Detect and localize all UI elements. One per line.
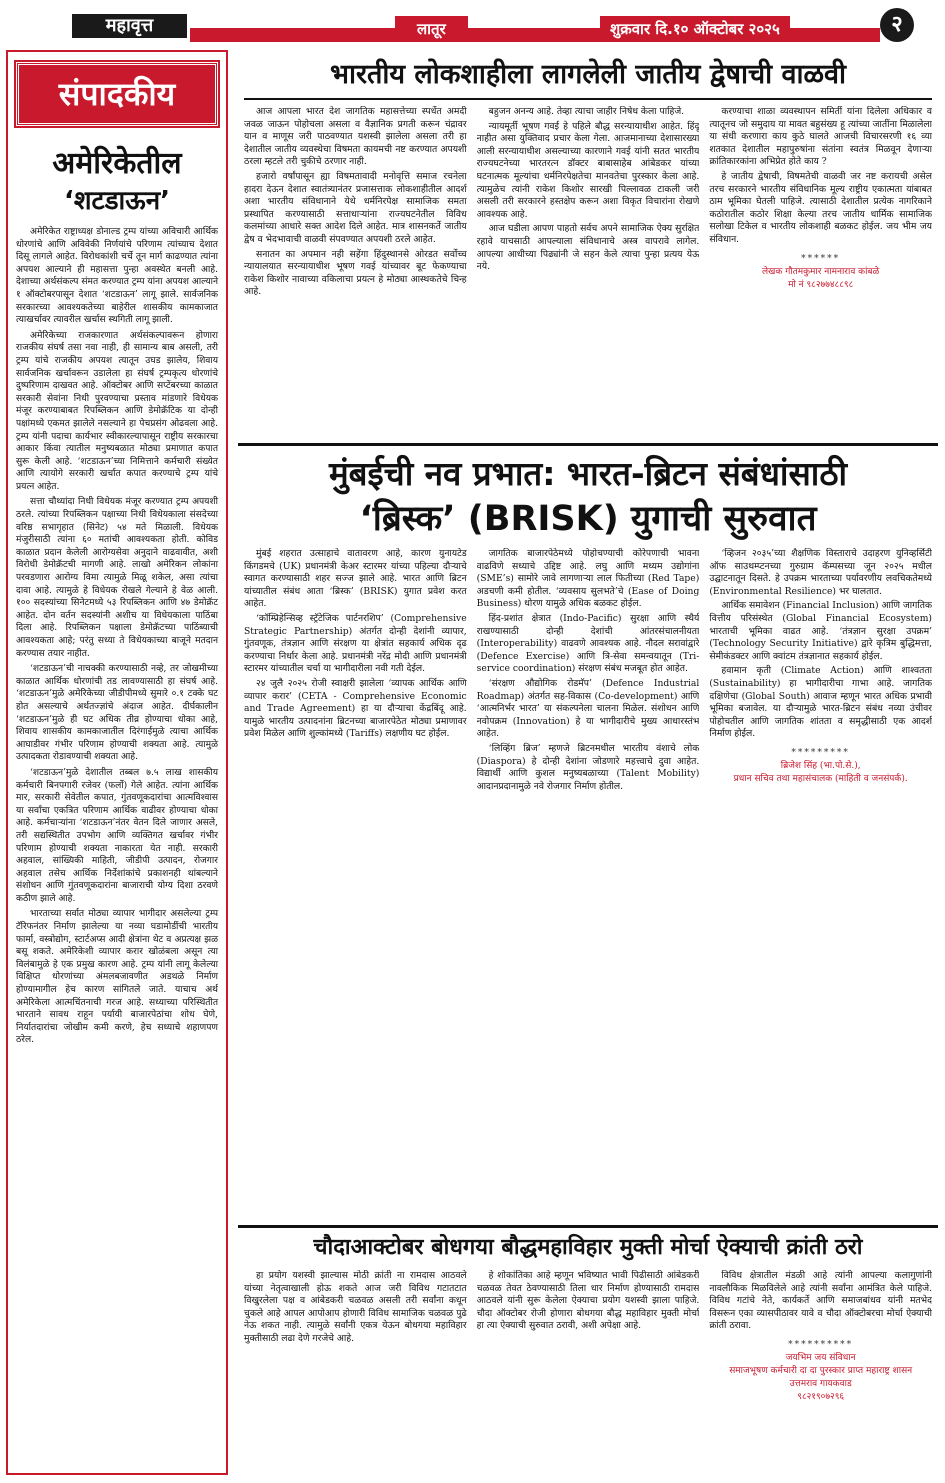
article-caste-hatred [238, 56, 938, 440]
article2-paragraph: हवामान कृती (Climate Action) आणि शाश्वतता (Sustainability) हा भागीदारीचा गाभा आहे. जागतिक दक्षिणेचा (Global South) आवाज म्हणून भारत अधिक प्रभावी भूमिका बजावेल. या दौऱ्यामुळे भारत-ब्रिटन संबंध नव्या उंचीवर पोहोचतील आणि जागतिक शांतता व समृद्धीसाठी एक आदर्श निर्माण होईल. [709, 665, 933, 740]
editorial-paragraph: सत्ता चौथ्यांदा निधी विधेयक मंजूर करण्यात ट्रम्प अपयशी ठरले. त्यांच्या रिपब्लिकन पक्षाच्या निधी विधेयकाला संसदेच्या वरिष्ठ सभागृहात (सिनेट) ५४ मते मिळाली. विधेयक मंजुरीसाठी त्यांना ६० मतांची आवश्यकता होती. कोविड काळात प्रदान केलेली आरोग्यसेवा अनुदाने वाढवावीत, अशी विरोधी डेमोक्रॅटची मागणी आहे. लाखो अमेरिकन लोकांना परवडणारा आरोग्य विमा त्यामुळे मिळू शकेल, असा त्यांचा दावा आहे. त्यामुळे हे विधेयक रोखले गेल्याने हे वेळ आली. १०० सदस्यांच्या सिनेटमध्ये ५३ रिपब्लिकन आणि ४७ डेमोक्रॅट आहेत. दोन वर्तन सदस्यांनी अशीच या विधेयकाला पाठिंबा दिला आहे. रिपब्लिकन पक्षाला डेमोक्रॅटच्या पाठिंब्याची आवश्यकता आहे; परंतु सध्या ते विधेयकाच्या बाजूने मतदान करण्यास तयार नाहीत. [16, 497, 218, 659]
article1-headline: भारतीय लोकशाहीला लागलेली जातीय द्वेषाची वाळवी [329, 59, 847, 90]
article1-columns [238, 106, 938, 436]
editorial-body [8, 226, 226, 1047]
section-divider [238, 443, 938, 446]
article2-paragraph: ‘व्हिजन २०३५’च्या शैक्षणिक विस्ताराचे उदाहरण युनिव्हर्सिटी ऑफ साउथम्प्टनच्या गुरुग्राम कॅम्पसच्या जून २०२५ मधील उद्घाटनातून दिसते. हे उपक्रम भारताच्या पर्यावरणीय लवचिकतेमध्ये (Environmental Resilience) भर घालतात. [709, 548, 933, 597]
article2-paragraph: आर्थिक समावेशन (Financial Inclusion) आणि जागतिक वित्तीय परिसंस्थेत (Global Financial Ecosystem) भारताची भूमिका वाढत आहे. ‘तंत्रज्ञान सुरक्षा उपक्रम’ (Technology Security Initiative) द्वारे कृत्रिम बुद्धिमत्ता, सेमीकंडक्टर आणि क्वांटम तंत्रज्ञानात सहकार्य होईल. [709, 600, 933, 662]
article3-columns [238, 1270, 938, 1470]
article2-paragraph: हिंद-प्रशांत क्षेत्रात (Indo-Pacific) सुरक्षा आणि स्थैर्य राखण्यासाठी दोन्ही देशांची आंतरसंचालनीयता (Interoperability) वाढवणे आवश्यक आहे. नौदल सरावांद्वारे (Defence Exercise) आणि त्रि-सेवा समन्वयातून (Tri-service coordination) संरक्षण संबंध मजबूत होत आहेत. [476, 612, 700, 675]
article3-column [244, 1270, 467, 1470]
article3-paragraph: विविध क्षेत्रातील मंडळी आहे त्यांनी आपल्या कलागुणांनी नावलौकिक मिळविलेले आहे त्यांनी सर्वांना आमंत्रित केले पाहिजे. विविध गटांचे नेते, कार्यकर्ते आणि समाजबांधव यांनी मतभेद विसरून एका व्यासपीठावर यावे व चौदा ऑक्टोबरचा मोर्चा ऐक्याची क्रांती ठरावा. [709, 1270, 933, 1332]
article3-closing: जयभिम जय संविधान [785, 1352, 856, 1363]
article1-author: लेखक गौतमकुमार नामनाराव कांबळे [761, 266, 880, 277]
article1-column [244, 106, 467, 436]
article2-columns [238, 548, 938, 884]
article1-phone: मो नं ९८२७७४८८९८ [788, 279, 854, 290]
article2-signature [709, 747, 932, 786]
editorial-title-line1: अमेरिकेतील [52, 146, 182, 181]
article1-signature [709, 253, 932, 292]
article2-paragraph: जागतिक बाजारपेठेमध्ये पोहोचण्याची कोरेपणाची भावना वाढविणे सध्याचे उद्दिष्ट आहे. लघु आणि मध्यम उद्योगांना (SME’s) सामोरे जावे लागणाऱ्या लाल फितीच्या (Red Tape) अडचणी कमी होतील. ‘व्यवसाय सुलभते’चे (Ease of Doing Business) धोरण यामुळे अधिक बळकट होईल. [476, 548, 700, 610]
editorial-paragraph: भारताच्या सर्वात मोठ्या व्यापार भागीदार असलेल्या ट्रम्प टॅरिफनंतर निर्माण झालेल्या या नव्या घडामोडींची भारतीय फार्मा, वस्त्रोद्योग, स्टार्टअप्स आदी क्षेत्रांना थेट व अप्रत्यक्ष झळ बसू शकते. अमेरिकेशी व्यापार करार खोळंबला असून त्या विलंबामुळे हे एक प्रमुख कारण आहे. ट्रम्प यांनी लागू केलेल्या विक्षिप्त धोरणांच्या अंमलबजावणीत अडथळे निर्माण होण्यामागील हेच कारण सांगितले जाते. याचाच अर्थ अमेरिकेला आत्मचिंतनाची गरज आहे. सध्याच्या परिस्थितीत भारताने सावध राहून पर्यायी बाजारपेठांचा शोध घेणे, निर्यातदारांचा जोखीम कमी करणे, हेच सध्याचे शहाणपण ठरेल. [16, 909, 218, 1046]
article3-paragraph: हे शोकांतिका आहे म्हणून भविष्यात भावी पिढीसाठी आंबेडकरी चळवळ तेवत ठेवण्यासाठी तिला धार निर्माण होण्यासाठी रामदास आठवले यांनी सुरू केलेला ऐक्याचा प्रयोग यशस्वी झाला पाहिजे. चौदा ऑक्टोबर रोजी होणारा बोधगया बौद्ध महाविहार मुक्ती मोर्चा हा त्या ऐक्याची सुरुवात ठरावी, अशी अपेक्षा आहे. [476, 1270, 700, 1332]
article2-column [477, 548, 700, 884]
section-divider [238, 1225, 938, 1228]
separator-stars: ********* [791, 747, 850, 758]
page-number: २ [880, 8, 914, 42]
separator-stars: ********** [788, 1339, 854, 1350]
article1-paragraph: हजारो वर्षांपासून ह्या विषमतावादी मनोवृत्ति समाज रचनेला हादरा देऊन देशात स्वातंत्र्यानंतर प्रजासत्ताक लोकशाहीतील आदर्श अशा भारतीय संविधानाने येथे धर्मनिरपेक्ष सामाजिक समता प्रस्थापित करण्यासाठी सत्ताधाऱ्यांना राज्यघटनेतील विविध कलमांच्या आधारे सक्त आदेश दिले आहेत. मात्र शासनकर्ते जातीय द्वेष व भेदभावाची वाळवी संपवण्यात अपयशी ठरले आहेत. [244, 170, 467, 245]
article3-column [477, 1270, 700, 1470]
editorial-paragraph: अमेरिकेच्या राजकारणात अर्थसंकल्पावरून होणारा राजकीय संघर्ष तसा नवा नाही, ही सामान्य बाब असली, तरी ट्रम्प यांचे राजकीय अपयश त्यातून उघड झालेय, शिवाय सार्वजनिक खर्चावरून उडालेला हा संघर्ष ट्रम्पकृत्य धोरणांचे दुष्परिणाम दाखवत आहे. ऑक्टोबर आणि सप्टेंबरच्या काळात सरकारी सेवांना निधी पुरवण्याचा प्रस्ताव मांडणारे विधेयक मंजूर करण्याबाबत रिपब्लिकन आणि डेमोक्रॅटिक या दोन्ही पक्षांमध्ये एकमत झालेले नसल्याने हा पेचप्रसंग ओढवला आहे. ट्रम्प यांनी पदाचा कार्यभार स्वीकारल्यापासून राष्ट्रीय सरकारचा आकार किंवा त्यातील मनुष्यबळात मोठ्या प्रमाणात कपात सुरू केली आहे. ‘शटडाऊन’च्या निमित्ताने कर्मचारी संख्येत आणि त्यायोगे सरकारी खर्चात कपात करण्याचे ट्रम्प यांचे प्रयत्न आहेत. [16, 330, 218, 492]
article2-paragraph: ‘लिव्हिंग ब्रिज’ म्हणजे ब्रिटनमधील भारतीय वंशाचे लोक (Diaspora) हे दोन्ही देशांना जोडणारे महत्त्वाचे दुवा आहेत. विद्यार्थी आणि कुशल मनुष्यबळाच्या (Talent Mobility) आदानप्रदानामुळे नवे रोजगार निर्माण होतील. [476, 742, 700, 792]
editorial-title-line2: ‘शटडाऊन’ [63, 186, 171, 216]
article2-column [244, 548, 467, 884]
article3-paragraph: हा प्रयोग यशस्वी झाल्यास मोठी क्रांती ना रामदास आठवले यांच्या नेतृत्वाखाली होऊ शकते आज जरी विविध गटातटात विखुरलेला पक्ष व आंबेडकरी चळवळ असली तरी सर्वांना कधून चुकले आहे आपल आपोआप होणारी विविध सामाजिक चळवळ पुढे नेऊ शकत नाही. त्यामुळे सर्वांनी एकत्र येऊन बोधगया महाविहार मुक्तीसाठी लढा देणे गरजेचे आहे. [244, 1270, 467, 1344]
separator-stars: ****** [801, 253, 841, 264]
article1-paragraph: हे जातीय द्वेषाची, विषमतेची वाळवी जर नष्ट करायची असेल तरच सरकारने भारतीय संविधानिक मूल्य राष्ट्रीय एकात्मता यांबाबत ठाम भूमिका घेतली पाहिजे. त्यासाठी देशातील प्रत्येक नागरिकाने कठोरातील कठोर शिक्षा केल्या तरच जातीय धार्मिक सामाजिक सलोखा टिकेल व भारतीय लोकशाही बळकट होईल. जय भीम जय संविधान. [709, 170, 933, 245]
headline-rule [244, 98, 932, 100]
article2-column [709, 548, 932, 884]
article1-paragraph: सनातन का अपमान नही सहेंगा हिंदुस्थानसे ओरडत सर्वोच्च न्यायालयात सरन्यायाधीश भूषण गवई यांच्यावर बूट फेकण्याचा राकेश किशोर नावाच्या वकिलाचा प्रयत्न हे मोठ्या आस्थकतेचे चिन्ह आहे. [244, 248, 467, 298]
article3-phone: ९८२१९०७२९६ [797, 1391, 845, 1402]
article-india-uk-brisk [238, 452, 938, 892]
article1-paragraph: आज घडीला आपण पाहतो सर्वच अपने सामाजिक ऐक्य सुरक्षित रहावे याचसाठी आपल्याला संविधानाचे अस्त्र वापरावे लागेल. आपल्या आधीच्या पिढ्यांनी जे सहन केले त्याचा पुन्हा प्रत्यय येऊ नये. [476, 223, 700, 273]
article2-headline-line2: ‘ब्रिस्क’ (BRISK) युगाची सुरुवात [359, 499, 817, 539]
article2-paragraph: २४ जुलै २०२५ रोजी स्वाक्षरी झालेला ‘व्यापक आर्थिक आणि व्यापार करार’ (CETA - Comprehensive Economic and Trade Agreement) हा या दौऱ्याचा केंद्रबिंदू आहे. यामुळे भारतीय उत्पादनांना ब्रिटनच्या बाजारपेठेत मोठ्या प्रमाणावर प्रवेश मिळेल आणि शुल्कांमध्ये (Tariffs) लक्षणीय घट होईल. [244, 677, 467, 740]
article1-paragraph: बहुजन अनन्य आहे. तेव्हा त्याचा जाहीर निषेध केला पाहिजे. [488, 106, 685, 117]
newspaper-name: महावृत्त [72, 14, 187, 38]
editorial-paragraph: ‘शटडाऊन’मुळे देशातील तब्बल ७.५ लाख शासकीय कर्मचारी बिनपगारी रजेवर (फर्लो) गेले आहेत. त्यांना आर्थिक मार, सरकारी सेवेतील कपात, गुंतवणूकदारांचा आत्मविश्वास या सर्वांचा एकत्रित परिणाम आर्थिक वाढीवर होण्याचा धोका आहे. कर्मचाऱ्यांना ‘शटडाऊन’नंतर वेतन दिले जाणार असले, तरी सद्यस्थितीत उपभोग आणि व्यक्तिगत खर्चावर गंभीर परिणाम होण्याची शक्यता नाकारता येत नाही. सरकारी अहवाल, सांख्यिकी माहिती, जीडीपी उत्पादन, रोजगार अहवाल तसेच आर्थिक निर्देशांकांचे प्रकाशनही थांबल्याने संशोधन आणि गुंतवणूकदारांना बाजाराची योग्य दिशा ठरवणे कठीण झाले आहे. [16, 767, 218, 904]
article2-author: ब्रिजेश सिंह (भा.पो.से.), [780, 760, 861, 771]
article3-signature [709, 1339, 932, 1404]
article1-paragraph: न्यायमूर्ती भूषण गवई हे पहिले बौद्ध सरन्यायाधीश आहेत. हिंदू नाहीत असा युक्तिवाद प्रचार केला गेला. आजमानाच्या देशासारख्या आली सरन्यायाधीश असल्याच्या कारणाने गवई यांनी सतत भारतीय राज्यघटनेच्या भारतरत्न डॉक्टर बाबासाहेब आंबेडकर यांच्या घटनात्मक मूल्यांचा धर्मनिरपेक्षतेचा मानवतेचा पुरस्कार केला आहे. त्यामुळेच त्यांनी राकेश किशोर सारखी पिल्लावळ टाकली जरी असली तरी सरकारने हस्तक्षेप करून अशा विकृत विचारांना रोखणे आवश्यक आहे. [476, 120, 700, 220]
masthead [0, 0, 945, 46]
editorial-paragraph: ‘शटडाऊन’ची नाचक्की करण्यासाठी नव्हे, तर जोखमीच्या काळात आर्थिक धोरणांची तड लावण्यासाठी हा संघर्ष आहे. ‘शटडाऊन’मुळे अमेरिकेच्या जीडीपीमध्ये सुमारे ०.१ टक्के घट होत असल्याचे अर्थतज्ज्ञांचे अंदाज आहेत. दीर्घकालीन ‘शटडाऊन’मुळे ही घट अधिक तीव्र होण्याचा धोका आहे, शिवाय शासकीय कामकाजातील दिरंगाईमुळे त्याचा आर्थिक आघाडीवर गंभीर परिणाम होण्याची शक्यता आहे. त्यामुळे उत्पादकता रोडावण्याची शक्यता आहे. [16, 664, 218, 763]
edition-date: शुक्रवार दि.१० ऑक्टोबर २०२५ [600, 16, 790, 42]
editorial-label: संपादकीय [16, 62, 218, 126]
article2-paragraph: ‘संरक्षण औद्योगिक रोडमॅप’ (Defence Industrial Roadmap) अंतर्गत सह-विकास (Co-development) आणि ‘आत्मनिर्भर भारत’ या संकल्पनेला चालना मिळेल. संशोधन आणि नवोपक्रम (Innovation) हे या भागीदारीचे मुख्य आधारस्तंभ आहेत. [476, 677, 700, 740]
article2-author-role: प्रधान सचिव तथा महासंचालक (माहिती व जनसंपर्क). [733, 773, 908, 784]
article3-author-name: उत्तमराव गायकवाड [789, 1378, 852, 1389]
article2-headline-line1: मुंबईची नव प्रभात: भारत-ब्रिटन संबंधांसाठी [328, 454, 848, 493]
article1-column [477, 106, 700, 436]
article3-author-title: समाजभूषण कर्मचारी दा दा पुरस्कार प्राप्त महाराष्ट्र शासन [729, 1365, 913, 1376]
article2-paragraph: ‘कॉम्प्रिहेन्सिव्ह स्ट्रॅटेजिक पार्टनरशिप’ (Comprehensive Strategic Partnership) अंतर्गत दोन्ही देशांनी व्यापार, गुंतवणूक, तंत्रज्ञान आणि संरक्षण या क्षेत्रांत सहकार्य अधिक दृढ करण्याचा निर्धार केला आहे. प्रधानमंत्री नरेंद्र मोदी आणि प्रधानमंत्री स्टारमर यांच्यातील चर्चा या भागीदारीला नवी गती देईल. [244, 612, 467, 675]
article3-headline: चौदाआक्टोबर बोधगया बौद्धमहाविहार मुक्ती मोर्चा ऐक्याची क्रांती ठरो [313, 1235, 863, 1260]
edition-city: लातूर [395, 16, 468, 42]
article1-column [709, 106, 932, 436]
article1-paragraph: करण्याचा शाळा व्यवस्थापन समितीं यांना दिलेला अधिकार व त्यातूनच जो समुदाय या मावत बहुसंख्य हू त्यांच्या जातींना मिळालेला या संधी करणारा काय कुठे घालते आजची विचारसरणी १६ व्या शतकात देशातील महापुरुषांना संतांना स्वतंत्र मिळवून देणाऱ्या क्रांतिकारकांना अभिप्रेत होते काय ? [709, 106, 933, 168]
article2-paragraph: मुंबई शहरात उत्साहाचे वातावरण आहे, कारण युनायटेड किंगडमचे (UK) प्रधानमंत्री केअर स्टारमर यांच्या पहिल्या दौऱ्याचे स्वागत करण्यासाठी शहर सज्ज झाले आहे. भारत आणि ब्रिटन यांच्यातील संबंध आता ‘ब्रिस्क’ (BRISK) युगात प्रवेश करत आहेत. [244, 548, 467, 610]
article-bodhgaya-march [238, 1232, 938, 1477]
editorial-column [6, 50, 228, 1475]
editorial-paragraph: अमेरिकेत राष्ट्राध्यक्ष डोनाल्ड ट्रम्प यांच्या अविचारी आर्थिक धोरणांचे आणि अविवेकी निर्णयांचे परिणाम त्यांच्याच देशात दिसू लागले आहेत. विरोधकांशी चर्चे तून मार्ग काढण्यात त्यांना अपयश आल्याने ही महासत्ता पुन्हा अवस्थेत बनली आहे. देशाच्या अर्थसंकल्प संमत करण्यात ट्रम्प यांना अपयश आल्याने १ ऑक्टोबरपासून देशात ‘शटडाऊन’ लागू झाले. सार्वजनिक सरकारच्या आवश्यकतेच्या बाहेरील शासकीय कामकाजात त्याखर्चावर त्यावरील खर्चास स्थगिती लागू झाली. [16, 227, 218, 326]
article1-paragraph: आज आपला भारत देश जागतिक महासत्तेच्या स्पर्धेत अमदी जवळ जाऊन पोहोचला असला व वैज्ञानिक प्रगती करून चंद्रावर यान व माणूस जरी पाठवण्यात यशस्वी झालेला असला तरी हा देशातील जातीय व्यवस्थेचा विषमता कायमची नष्ट करण्यात अपयशी ठरला म्हटले तरी चुकीचे ठरणार नाही. [244, 106, 467, 168]
article3-column [709, 1270, 932, 1470]
